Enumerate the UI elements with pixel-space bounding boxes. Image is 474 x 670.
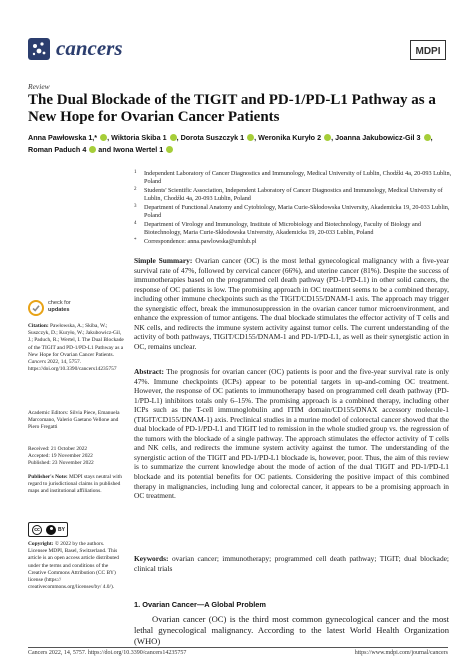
- orcid-icon[interactable]: [324, 134, 331, 141]
- abstract-text: The prognosis for ovarian cancer (OC) patients is poor and the five-year survival rate is only 47%. Immune checkpoints (ICPs) appear to be potential targets in up-and-coming OC treatment. However, the response of OC patients to immunotherapy based on programmed cell death pathway (PD-1/PD-L1) inhibitors totals only 6–15%. The promising approach is a combined therapy, including other ICPs such as the T-cell immunoglobulin and ITIM domain/CD155/DNAX accessory molecule-1 (TIGIT/CD155/DNAM-1) axis. Preclinical studies in a murine model of colorectal cancer showed that the dual blockade of PD-1/PD-L1 and TIGIT led to remission in the whole studied group vs. the regression of the tumors with the blockade of a single pathway. The approach stimulates the effector activity of T cells and NK cells, and redirects the immune system activity against the tumor. The understanding of the synergistic action of the TIGIT and PD-1/PD-L1 blockade is, however, poor. Thus, the aim of this review is to summarize the current knowledge about the mode of action of the dual TIGIT and PD-1/PD-L1 blockade and its potential benefits for OC patients. Considering the positive impact of this combined therapy in malignancies, including lung and colorectal cancer, it appears to be a promising approach in OC treatment.: [134, 367, 450, 501]
- keywords-text: ovarian cancer; immunotherapy; programmed cell death pathway; TIGIT; dual blockade; clinical trials: [134, 554, 449, 573]
- author-list: [28, 132, 448, 156]
- affiliation-item: 1 Independent Laboratory of Cancer Diagnostics and Immunology, Medical University of Lublin, Chodźki 4a, 20-093 Lublin, Poland: [134, 170, 452, 186]
- orcid-icon[interactable]: [247, 134, 254, 141]
- cc-by-license-icon[interactable]: [28, 522, 68, 537]
- cc-icon: cc: [32, 525, 42, 535]
- citation-block: [28, 323, 124, 373]
- check-updates-line1: check for: [48, 300, 71, 306]
- abstract-label: Abstract:: [134, 367, 164, 376]
- date-published: Published: 23 November 2022: [28, 460, 94, 467]
- simple-summary-text: Ovarian cancer (OC) is the most lethal gynecological malignancy with a five-year survival rate of 47%, followed by cervical cancer (66%), and uterine cancer (81%). Despite the success of immunotherapies based on the programmed cell death pathway (PD-1/PD-L1) in other solid cancers, the response of OC patients is low. The promising approach in OC treatment seems to be a combined therapy, including other immune checkpoints such as the TIGIT/CD155/DNAM-1 axis. The approach may trigger the synergistic effect, break the immunosuppression in the ovarian cancer tumor microenvironment, and enhance the expression of tumor antigens. The dual blockade stimulates the effector activity of T cells and NK cells, and redirects the immune system activity against tumor cells. The current understanding of the activity of both pathways, TIGIT/CD155/DNAM-1 and PD-1/PD-L1, as well as their synergistic action in OC, remains unclear.: [134, 256, 449, 351]
- correspondence: * Correspondence: anna.pawlowska@umlub.pl: [134, 237, 257, 245]
- keywords-label: Keywords:: [134, 554, 169, 563]
- section-body-text: Ovarian cancer (OC) is the third most common gynecological cancer and the most lethal gynecological malignancy. According to the latest World Health Organization (WHO): [134, 614, 449, 646]
- cancers-logo-icon: [28, 38, 50, 60]
- simple-summary: [134, 256, 449, 351]
- footer-journal-link[interactable]: https://www.mdpi.com/journal/cancers: [354, 650, 448, 656]
- orcid-icon[interactable]: [170, 134, 177, 141]
- citation-text: Pawłowska, A.; Skiba, W.; Suszczyk, D.; Kuryło, W.; Jakubowicz-Gil, J.; Paduch, R.; Wertel, I. The Dual Blockade of the TIGIT and PD-1/PD-L1 Pathway as a New Hope for Ovarian Cancer Patients.: [28, 323, 124, 358]
- citation-doi-link[interactable]: https://doi.org/10.3390/cancers14235757: [28, 366, 117, 373]
- publisher-note-text: MDPI stays neutral with regard to jurisdictional claims in published maps and institutional affiliations.: [28, 474, 122, 495]
- date-received: Received: 21 October 2022: [28, 446, 88, 452]
- journal-name[interactable]: cancers: [56, 36, 123, 60]
- author-name[interactable]: Anna Pawłowska 1,* ,: [28, 133, 110, 142]
- dates-block: [28, 446, 124, 468]
- citation-year-vol: 2022, 14, 5757.: [47, 359, 82, 366]
- academic-editors: Academic Editors: Silvia Piece, Emanuela Marcomano, Valerio Gaetano Vellone and Piero Fregatti: [28, 410, 120, 431]
- orcid-icon[interactable]: [89, 146, 96, 153]
- abstract: [134, 367, 449, 501]
- check-for-updates-button[interactable]: [28, 298, 118, 320]
- author-name[interactable]: Wiktoria Skiba 1 ,: [111, 133, 179, 142]
- publisher-note: [28, 474, 124, 496]
- copyright-text: © 2022 by the authors. Licensee MDPI, Basel, Switzerland. This article is an open access article distributed under the terms and conditions of the Creative Commons Attribution (CC BY) license (https:// creativecommons.org/licenses/by/ 4.0/).: [28, 541, 120, 591]
- check-updates-icon: [28, 300, 44, 316]
- orcid-icon[interactable]: [100, 134, 107, 141]
- keywords: [134, 554, 449, 573]
- footer-citation[interactable]: Cancers 2022, 14, 5757. https://doi.org/10.3390/cancers14235757: [28, 650, 187, 656]
- cc-by-label: BY: [58, 527, 65, 533]
- orcid-icon[interactable]: [166, 146, 173, 153]
- affiliation-item: 2 Students' Scientific Association, Independent Laboratory of Cancer Diagnostics and Immunology, Medical University of Lublin, Chodźki 4a, 20-093 Lublin, Poland: [134, 186, 443, 203]
- mdpi-logo-icon[interactable]: [410, 40, 446, 60]
- author-name[interactable]: Iwona Wertel 1: [113, 145, 173, 154]
- publisher-note-label: Publisher's Note:: [28, 474, 68, 480]
- copyright-label: Copyright:: [28, 541, 54, 547]
- author-name[interactable]: Dorota Suszczyk 1 ,: [180, 133, 257, 142]
- orcid-icon[interactable]: [424, 134, 431, 141]
- section-heading: 1. Ovarian Cancer—A Global Problem: [134, 600, 266, 609]
- affiliation-list: [134, 170, 454, 246]
- affiliation-item: 3 Department of Functional Anatomy and Cytobiology, Maria Curie-Skłodowska University, Akademicka 19, 20-033 Lublin, Poland: [134, 203, 450, 220]
- date-accepted: Accepted: 19 November 2022: [28, 453, 93, 460]
- author-name[interactable]: Roman Paduch 4 and: [28, 145, 112, 154]
- article-title: The Dual Blockade of the TIGIT and PD-1/PD-L1 Pathway as a New Hope for Ovarian Cancer Patients: [28, 92, 436, 125]
- author-name[interactable]: Joanna Jakubowicz-Gil 3 ,: [335, 133, 433, 142]
- person-icon: [46, 525, 56, 535]
- footer-divider: [28, 647, 448, 648]
- simple-summary-label: Simple Summary:: [134, 256, 193, 265]
- copyright-block: [28, 541, 124, 591]
- citation-journal: Cancers: [28, 359, 46, 366]
- affiliation-item: 4 Department of Virology and Immunology, Institute of Microbiology and Biotechnology, Faculty of Biology and Biotechnology, Maria Curie-Skłodowska University, Akademicka 19, 20-033 Lublin, Poland: [134, 220, 421, 236]
- citation-label: Citation:: [28, 323, 49, 329]
- author-name[interactable]: Weronika Kuryło 2 ,: [258, 133, 334, 142]
- mdpi-logo-text: MDPI: [415, 46, 441, 57]
- check-updates-line2: updates: [48, 306, 70, 313]
- article-type: Review: [28, 82, 50, 91]
- journal-header: [28, 36, 446, 66]
